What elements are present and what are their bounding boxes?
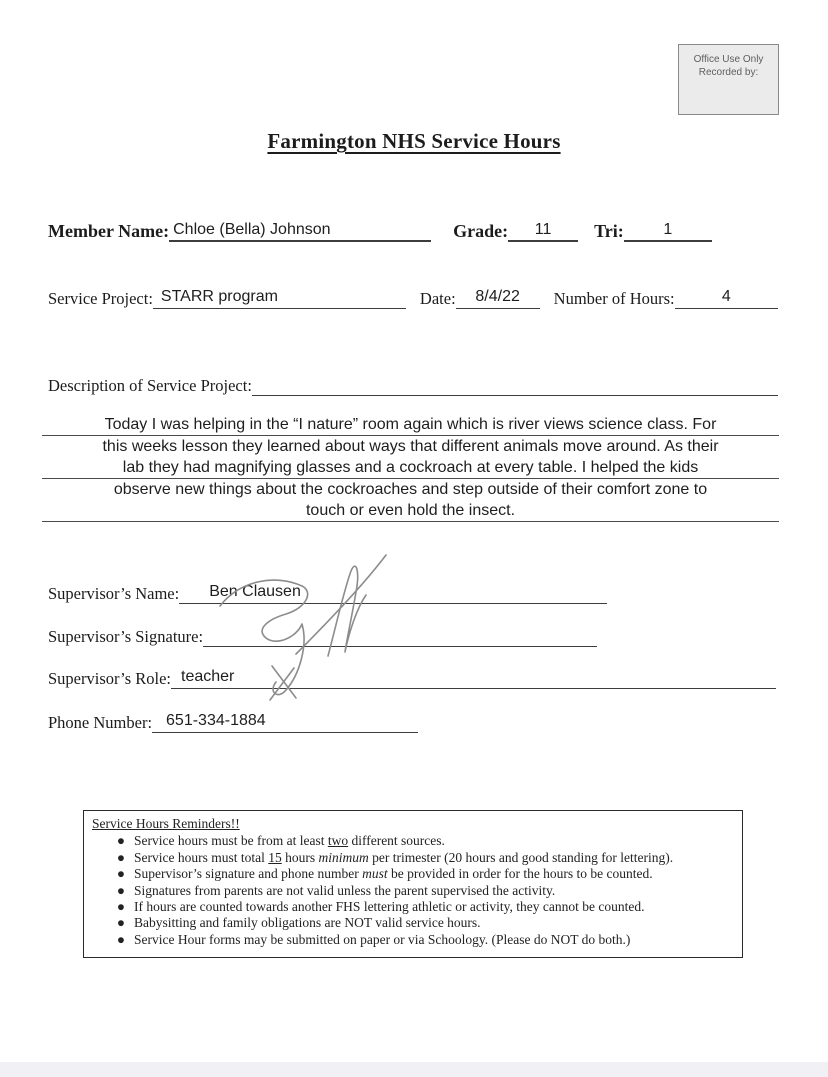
supervisor-role-label: Supervisor’s Role: bbox=[48, 669, 171, 688]
reminder-item bbox=[92, 899, 732, 915]
phone-number-row bbox=[48, 706, 418, 733]
reminder-text: Babysitting and family obligations are NOT valid service hours. bbox=[134, 915, 481, 931]
reminder-text: If hours are counted towards another FHS lettering athletic or activity, they cannot be counted. bbox=[134, 899, 645, 915]
bullet-glyph: ● bbox=[116, 866, 126, 882]
service-project-row bbox=[48, 281, 778, 309]
member-row bbox=[48, 212, 778, 242]
supervisor-name-label: Supervisor’s Name: bbox=[48, 584, 180, 603]
phone-number-field: 651-334-1884 bbox=[152, 711, 418, 733]
reminder-text: Signatures from parents are not valid unless the parent supervised the activity. bbox=[134, 882, 556, 898]
service-project-label: Service Project: bbox=[48, 289, 153, 308]
tri-field: 1 bbox=[624, 220, 712, 242]
number-of-hours-field: 4 bbox=[675, 287, 778, 309]
supervisor-signature-row bbox=[48, 620, 597, 647]
supervisor-signature-label: Supervisor’s Signature: bbox=[48, 627, 204, 646]
date-label: Date: bbox=[419, 289, 456, 308]
reminder-item bbox=[92, 883, 732, 899]
supervisor-name-row bbox=[48, 577, 607, 604]
bullet-glyph: ● bbox=[116, 899, 126, 915]
reminders-list bbox=[92, 833, 732, 948]
service-project-field: STARR program bbox=[153, 287, 406, 309]
reminder-item bbox=[92, 915, 732, 931]
reminders-box bbox=[83, 810, 743, 958]
phone-number-label: Phone Number: bbox=[48, 713, 153, 732]
reminder-text: Service hours must be from at least two different sources. bbox=[134, 833, 445, 849]
office-use-box bbox=[678, 44, 779, 115]
member-name-label: Member Name: bbox=[48, 221, 170, 241]
bullet-glyph: ● bbox=[116, 915, 126, 931]
grade-field: 11 bbox=[508, 220, 578, 242]
bullet-glyph: ● bbox=[116, 931, 126, 947]
description-label-row bbox=[48, 368, 778, 396]
description-line: Today I was helping in the “I nature” room again which is river views science class. For bbox=[42, 414, 779, 436]
reminder-item bbox=[92, 850, 732, 866]
supervisor-signature-field bbox=[203, 625, 597, 647]
bullet-glyph: ● bbox=[116, 882, 126, 898]
reminder-item bbox=[92, 833, 732, 849]
reminder-text: Service hours must total 15 hours minimum per trimester (20 hours and good standing for lettering). bbox=[134, 849, 674, 865]
footer-bar bbox=[0, 1062, 828, 1077]
description-line: observe new things about the cockroaches and step outside of their comfort zone to bbox=[113, 481, 708, 498]
supervisor-role-row bbox=[48, 662, 776, 689]
date-field: 8/4/22 bbox=[456, 287, 540, 309]
reminder-text: Supervisor’s signature and phone number must be provided in order for the hours to be counted. bbox=[134, 866, 653, 882]
supervisor-name-field: Ben Clausen bbox=[179, 582, 607, 604]
description-label: Description of Service Project: bbox=[48, 376, 252, 395]
office-use-line2: Recorded by: bbox=[698, 67, 759, 78]
description-lines bbox=[42, 414, 779, 522]
reminder-item bbox=[92, 866, 732, 882]
office-use-line1: Office Use Only bbox=[693, 54, 764, 65]
description-line: touch or even hold the insect. bbox=[42, 500, 779, 522]
description-line: this weeks lesson they learned about ways that different animals move around. As their bbox=[102, 438, 719, 455]
reminders-title: Service Hours Reminders!! bbox=[92, 816, 240, 831]
reminder-text: Service Hour forms may be submitted on paper or via Schoology. (Please do NOT do both.) bbox=[134, 931, 631, 947]
description-blank-line bbox=[252, 373, 778, 396]
tri-label: Tri: bbox=[594, 221, 624, 241]
bullet-glyph: ● bbox=[116, 849, 126, 865]
number-of-hours-label: Number of Hours: bbox=[553, 289, 675, 308]
description-line: lab they had magnifying glasses and a cockroach at every table. I helped the kids bbox=[42, 457, 779, 479]
bullet-glyph: ● bbox=[116, 833, 126, 849]
grade-label: Grade: bbox=[453, 221, 509, 241]
reminder-item bbox=[92, 932, 732, 948]
page-title: Farmington NHS Service Hours bbox=[267, 129, 561, 153]
member-name-field: Chloe (Bella) Johnson bbox=[169, 220, 431, 242]
supervisor-role-field: teacher bbox=[171, 667, 776, 689]
